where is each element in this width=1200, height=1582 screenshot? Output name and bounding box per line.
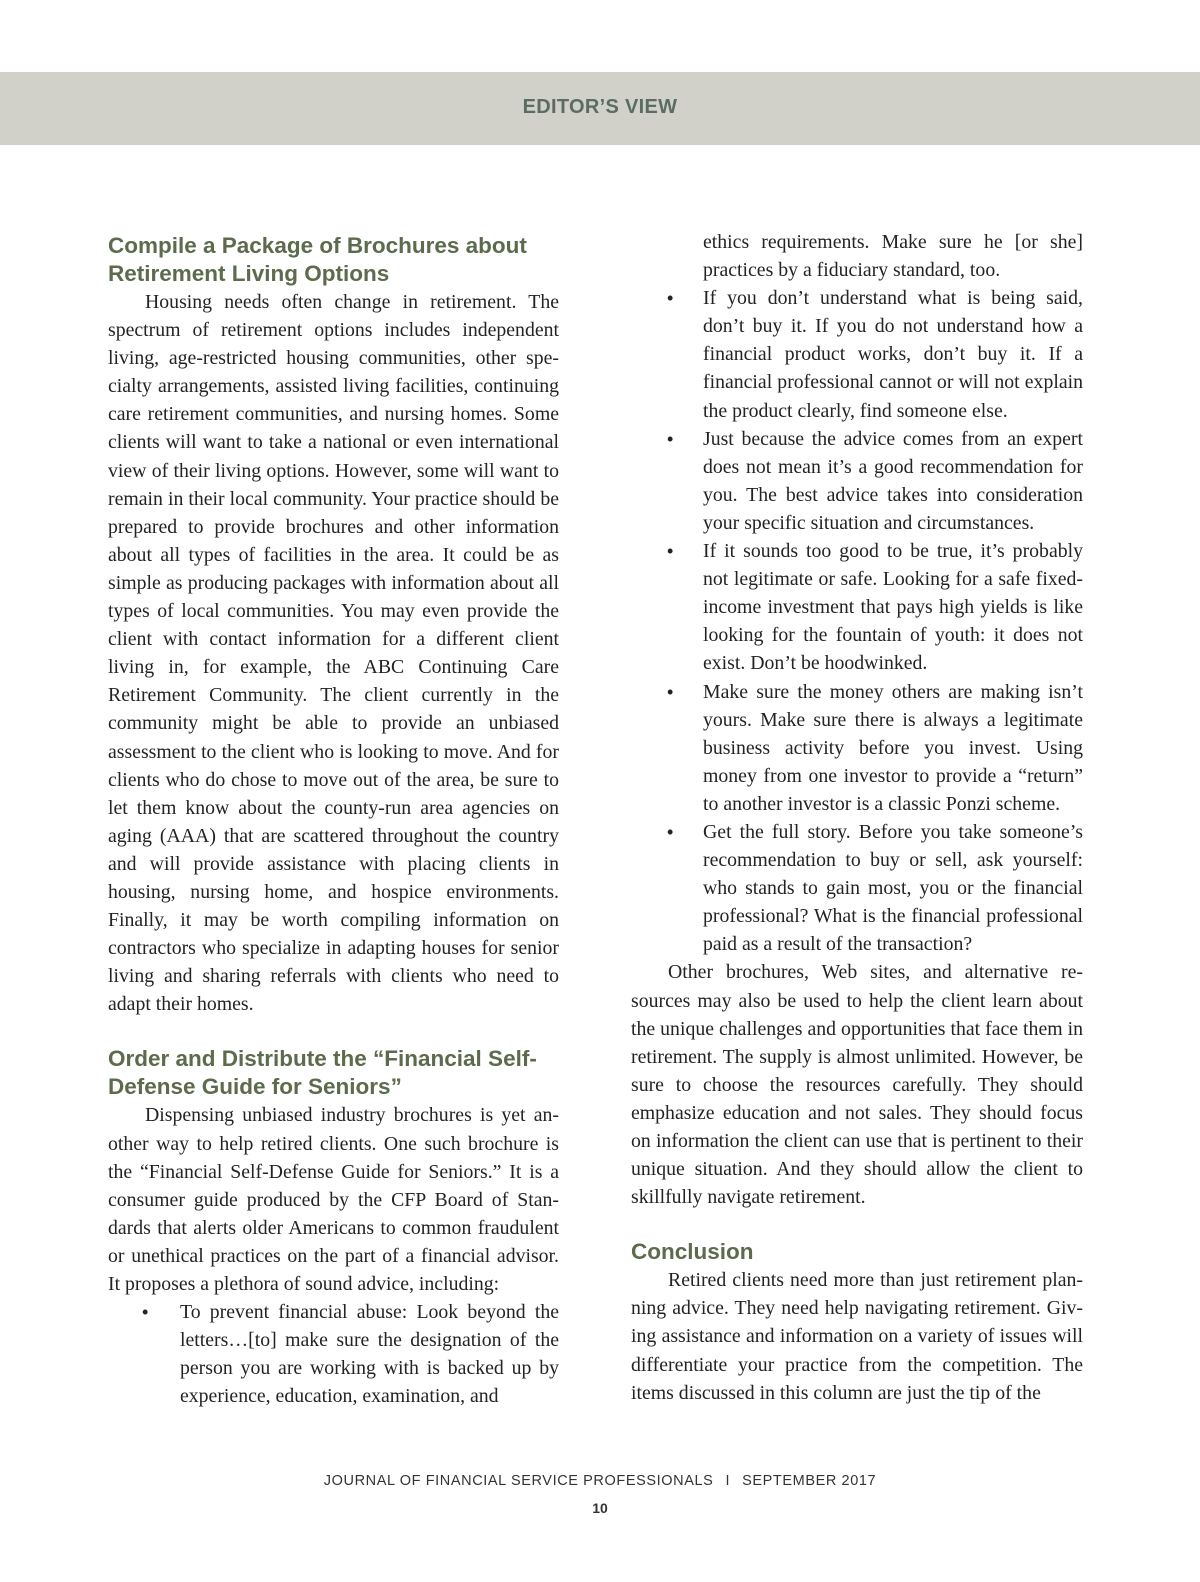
list-item-text: Get the full story. Before you take someone’s recommendation to buy or sell, ask yourself: who stands to gain most, you or the financial professional? What is the financial professional paid as a result of the transaction? [703,820,1083,956]
bullet-icon: • [667,821,674,842]
section-title: EDITOR’S VIEW [522,96,678,118]
list-item [631,818,1083,958]
list-item-text: Just because the advice comes from an expert does not mean it’s a good recommendation for you. The best advice takes into consideration your specific situation and circumstances. [703,427,1083,534]
header-band [0,72,1200,145]
left-column [108,228,559,1410]
list-item-text: If you don’t understand what is being said, don’t buy it. If you do not understand how a financial product works, don’t buy it. If a financial professional cannot or will not explain the product clearly, find someone else. [703,287,1083,422]
bullet-icon: • [667,428,674,449]
list-item [631,678,1083,818]
bullet-icon: • [667,681,674,702]
list-item-text: Make sure the money others are making isn’t yours. Make sure there is always a legitimate business activity before you invest. Using money from one investor to provide a “return” to another investor is a classic Ponzi scheme. [703,680,1083,815]
list-item-continuation: ethics requirements. Make sure he [or she] practices by a fiduciary standard, too. [703,231,1083,282]
list-item [631,425,1083,537]
heading-conclusion: Conclusion [631,1239,754,1265]
bullet-icon: • [142,1302,149,1323]
list-item [108,1298,559,1410]
list-item-text: To prevent financial abuse: Look beyond the letters…[to] make sure the designation of the person you are working with is backed up by experience, education, examination, and [180,1301,559,1408]
paragraph-housing: Housing needs often change in retirement. The spectrum of retirement options includes independent living, age-restricted housing communities, other specialty arrangements, assisted living facilities, continuing care retirement communities, and nursing homes. Some clients will want to take a national or even international view of their living options. However, some will want to remain in their local community. Your practice should be prepared to provide brochures and other information about all types of facilities in the area. It could be as simple as producing packages with information about all types of local communities. You may even provide the client with contact information for a different client living in, for example, the ABC Continuing Care Retirement Community. The client currently in the community might be able to provide an unbiased assessment to the client who is looking to move. And for clients who do chose to move out of the area, be sure to let them know about the county-run area agencies on aging (AAA) that are scattered throughout the country and will provide assistance with placing clients in housing, nursing home, and hospice environments. Finally, it may be worth compiling information on contractors who specialize in adapting houses for senior living and sharing referrals with clients who need to adapt their homes. [108,291,559,1016]
bullet-icon: • [667,541,674,562]
issue-date: SEPTEMBER 2017 [742,1473,877,1489]
paragraph-other-brochures: Other brochures, Web sites, and alternative resources may also be used to help the client learn about the unique challenges and opportunities that face them in retirement. The supply is almost unlimited. However, be sure to choose the resources carefully. They should emphasize education and not sales. They should focus on information the client can use that is pertinent to their unique situation. And they should allow the client to skillfully navigate retirement. [631,961,1083,1209]
footer-journal-line [0,1473,1200,1489]
paragraph-conclusion: Retired clients need more than just retirement planning advice. They need help navigating retirement. Giving assistance and information on a variety of issues will differentiate your practice from the competition. The items discussed in this column are just the tip of the [631,1269,1083,1404]
bullet-icon: • [667,288,674,309]
right-column [631,228,1083,1407]
list-item [631,537,1083,677]
list-item [631,284,1083,424]
list-item-text: If it sounds too good to be true, it’s probably not legitimate or safe. Looking for a safe fixed-income investment that pays high yields is like looking for the fountain of youth: it does not exist. Don’t be hoodwinked. [703,540,1083,675]
paragraph-dispensing: Dispensing unbiased industry brochures is yet another way to help retired clients. One such brochure is the “Financial Self-Defense Guide for Seniors.” It is a consumer guide produced by the CFP Board of Standards that alerts older Americans to common fraudulent or unethical practices on the part of a financial advisor. It proposes a plethora of sound advice, including: [108,1104,559,1295]
heading-self-defense-guide: Order and Distribute the “Financial Self-Defense Guide for Seniors” [108,1046,537,1100]
page-number: 10 [592,1500,608,1516]
journal-name: JOURNAL OF FINANCIAL SERVICE PROFESSIONALS [323,1473,714,1489]
footer-separator: I [725,1473,731,1489]
advice-list-left [108,1298,559,1410]
heading-brochures: Compile a Package of Brochures about Retirement Living Options [108,233,527,286]
advice-list-right [631,284,1083,958]
